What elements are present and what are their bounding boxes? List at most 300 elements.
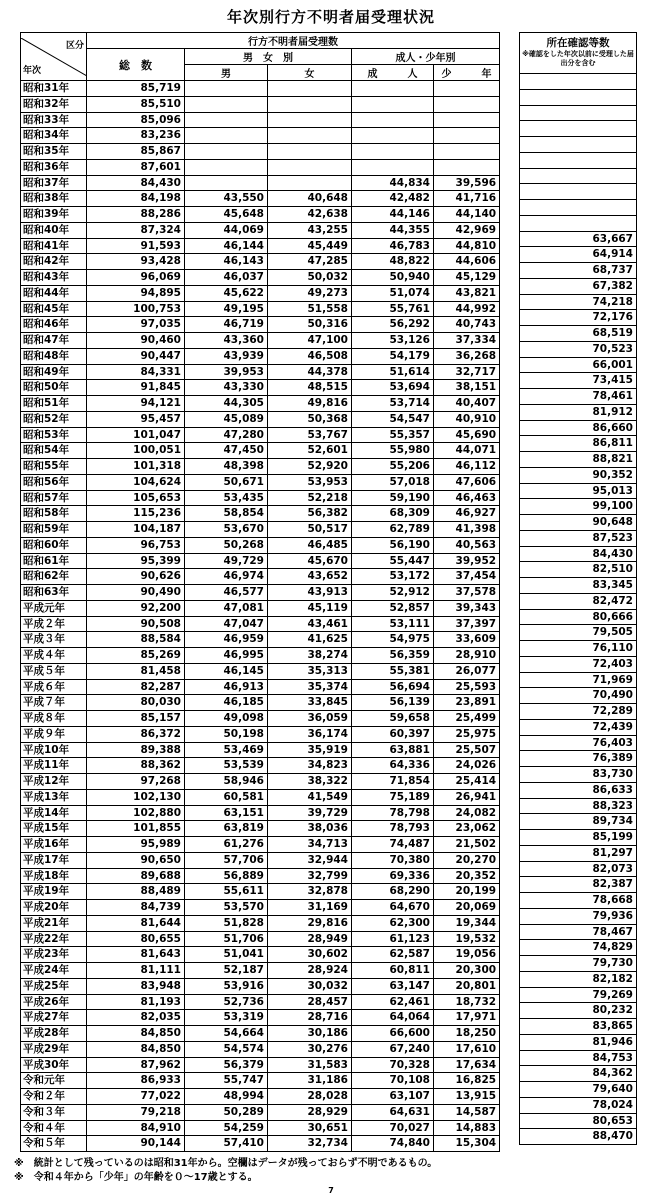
minor-cell: 25,975 — [434, 726, 500, 742]
adult-cell: 59,190 — [352, 490, 434, 506]
confirmed-cell: 67,382 — [520, 278, 637, 294]
table-row — [21, 159, 500, 175]
table-row — [520, 389, 637, 405]
male-cell: 55,611 — [185, 884, 268, 900]
kubun-label: 区分 — [65, 40, 84, 51]
adult-cell: 53,714 — [352, 396, 434, 412]
total-cell: 94,121 — [87, 396, 185, 412]
total-cell: 80,030 — [87, 695, 185, 711]
confirmed-cell: 86,660 — [520, 420, 637, 436]
total-cell: 105,653 — [87, 490, 185, 506]
female-cell — [268, 159, 352, 175]
female-cell: 43,255 — [268, 222, 352, 238]
year-cell: 昭和36年 — [21, 159, 87, 175]
agegroup-header: 成人・少年別 — [352, 49, 500, 65]
table-row — [21, 1026, 500, 1042]
adult-cell: 55,980 — [352, 443, 434, 459]
total-header: 総 数 — [87, 49, 185, 81]
female-cell: 29,816 — [268, 915, 352, 931]
total-cell: 115,236 — [87, 506, 185, 522]
confirmed-cell: 83,730 — [520, 767, 637, 783]
table-row — [520, 278, 637, 294]
confirmed-cell: 79,640 — [520, 1082, 637, 1098]
table-row — [520, 625, 637, 641]
confirmed-cell: 70,523 — [520, 341, 637, 357]
table-row — [520, 1019, 637, 1035]
table-row — [520, 704, 637, 720]
total-cell: 84,910 — [87, 1120, 185, 1136]
table-row — [21, 144, 500, 160]
adult-cell: 59,658 — [352, 711, 434, 727]
female-cell: 46,508 — [268, 348, 352, 364]
confirmed-cell: 81,946 — [520, 1034, 637, 1050]
confirmed-cell: 88,470 — [520, 1129, 637, 1145]
total-cell: 104,624 — [87, 474, 185, 490]
total-cell: 84,850 — [87, 1041, 185, 1057]
main-table-body — [21, 81, 500, 1152]
total-cell: 101,855 — [87, 821, 185, 837]
male-cell: 53,670 — [185, 522, 268, 538]
table-row — [520, 420, 637, 436]
total-cell: 82,035 — [87, 1010, 185, 1026]
year-cell: 昭和57年 — [21, 490, 87, 506]
confirmed-cell — [520, 89, 637, 105]
table-row — [21, 1010, 500, 1026]
year-cell: 昭和63年 — [21, 585, 87, 601]
adult-cell: 71,854 — [352, 774, 434, 790]
total-cell: 88,489 — [87, 884, 185, 900]
male-cell: 51,828 — [185, 915, 268, 931]
confirmed-note: ※確認をした年次以前に受理した届出分を含む — [522, 50, 634, 67]
female-cell: 38,036 — [268, 821, 352, 837]
year-cell: 令和２年 — [21, 1089, 87, 1105]
minor-cell: 41,398 — [434, 522, 500, 538]
male-cell: 43,939 — [185, 348, 268, 364]
year-cell: 平成８年 — [21, 711, 87, 727]
female-cell: 50,368 — [268, 411, 352, 427]
male-cell: 56,889 — [185, 868, 268, 884]
total-cell: 101,047 — [87, 427, 185, 443]
table-row — [21, 711, 500, 727]
adult-cell: 53,694 — [352, 380, 434, 396]
male-cell — [185, 96, 268, 112]
minor-cell: 36,268 — [434, 348, 500, 364]
male-cell: 46,719 — [185, 317, 268, 333]
total-cell: 85,096 — [87, 112, 185, 128]
table-row — [520, 1034, 637, 1050]
minor-cell: 42,969 — [434, 222, 500, 238]
table-row — [21, 380, 500, 396]
adult-cell: 52,857 — [352, 600, 434, 616]
year-cell: 昭和60年 — [21, 537, 87, 553]
table-row — [21, 663, 500, 679]
minor-cell: 20,300 — [434, 963, 500, 979]
confirmed-cell: 86,811 — [520, 436, 637, 452]
female-cell: 39,729 — [268, 805, 352, 821]
minor-cell: 40,563 — [434, 537, 500, 553]
adult-cell: 70,108 — [352, 1073, 434, 1089]
confirmed-header — [520, 33, 637, 74]
table-row — [21, 616, 500, 632]
minor-cell: 44,810 — [434, 238, 500, 254]
table-row — [520, 688, 637, 704]
year-cell: 昭和58年 — [21, 506, 87, 522]
table-row — [520, 767, 637, 783]
year-cell: 平成28年 — [21, 1026, 87, 1042]
adult-cell: 51,074 — [352, 285, 434, 301]
confirmed-cell — [520, 152, 637, 168]
minor-cell: 39,343 — [434, 600, 500, 616]
adult-cell: 68,309 — [352, 506, 434, 522]
confirmed-cell: 84,430 — [520, 546, 637, 562]
footnotes — [14, 1157, 437, 1185]
table-row — [520, 1050, 637, 1066]
total-cell: 100,753 — [87, 301, 185, 317]
confirmed-cell — [520, 137, 637, 153]
male-cell: 47,450 — [185, 443, 268, 459]
year-cell: 平成元年 — [21, 600, 87, 616]
male-cell: 58,946 — [185, 774, 268, 790]
year-cell: 平成４年 — [21, 648, 87, 664]
adult-cell: 55,206 — [352, 459, 434, 475]
total-cell: 81,644 — [87, 915, 185, 931]
confirmed-cell: 90,352 — [520, 467, 637, 483]
confirmed-cell: 82,510 — [520, 562, 637, 578]
table-row — [21, 789, 500, 805]
male-cell: 53,435 — [185, 490, 268, 506]
total-cell: 77,022 — [87, 1089, 185, 1105]
year-cell: 昭和32年 — [21, 96, 87, 112]
table-row — [520, 310, 637, 326]
table-row — [520, 483, 637, 499]
table-row — [21, 569, 500, 585]
female-cell: 43,461 — [268, 616, 352, 632]
year-cell: 令和４年 — [21, 1120, 87, 1136]
total-cell: 84,331 — [87, 364, 185, 380]
table-row — [520, 105, 637, 121]
female-cell: 33,845 — [268, 695, 352, 711]
table-row — [21, 537, 500, 553]
male-cell: 46,144 — [185, 238, 268, 254]
table-row — [21, 506, 500, 522]
year-cell: 昭和37年 — [21, 175, 87, 191]
male-cell: 48,994 — [185, 1089, 268, 1105]
total-cell: 84,430 — [87, 175, 185, 191]
table-row — [21, 742, 500, 758]
table-row — [520, 215, 637, 231]
table-row — [21, 868, 500, 884]
year-cell: 平成21年 — [21, 915, 87, 931]
table-row — [520, 971, 637, 987]
female-cell: 47,100 — [268, 333, 352, 349]
table-row — [21, 270, 500, 286]
table-row — [520, 830, 637, 846]
table-row — [520, 200, 637, 216]
male-cell: 54,259 — [185, 1120, 268, 1136]
table-row — [21, 175, 500, 191]
year-cell: 昭和55年 — [21, 459, 87, 475]
male-cell: 50,289 — [185, 1104, 268, 1120]
table-row — [520, 751, 637, 767]
female-cell: 32,878 — [268, 884, 352, 900]
total-cell: 85,719 — [87, 81, 185, 97]
table-row — [520, 956, 637, 972]
table-row — [21, 978, 500, 994]
adult-cell: 53,111 — [352, 616, 434, 632]
confirmed-cell: 82,387 — [520, 877, 637, 893]
table-row — [21, 112, 500, 128]
table-row — [21, 522, 500, 538]
female-cell: 43,913 — [268, 585, 352, 601]
table-row — [21, 396, 500, 412]
table-row — [21, 191, 500, 207]
adult-cell: 56,359 — [352, 648, 434, 664]
year-cell: 平成30年 — [21, 1057, 87, 1073]
table-row — [520, 546, 637, 562]
total-cell: 81,111 — [87, 963, 185, 979]
female-cell: 31,169 — [268, 900, 352, 916]
male-cell: 44,069 — [185, 222, 268, 238]
female-cell: 30,276 — [268, 1041, 352, 1057]
adult-cell: 48,822 — [352, 254, 434, 270]
table-row — [520, 1097, 637, 1113]
table-row — [21, 222, 500, 238]
page-title: 年次別行方不明者届受理状況 — [226, 8, 435, 26]
footnote: ※ 統計として残っているのは昭和31年から。空欄はデータが残っておらず不明であるもの。 — [14, 1158, 438, 1169]
male-cell: 56,379 — [185, 1057, 268, 1073]
table-row — [520, 845, 637, 861]
total-cell: 92,200 — [87, 600, 185, 616]
female-cell: 36,059 — [268, 711, 352, 727]
male-cell: 53,916 — [185, 978, 268, 994]
table-row — [21, 411, 500, 427]
female-cell: 50,517 — [268, 522, 352, 538]
table-row — [21, 474, 500, 490]
minor-cell: 23,891 — [434, 695, 500, 711]
female-cell: 51,558 — [268, 301, 352, 317]
footnote: ※ 令和４年から「少年」の年齢を０～17歳とする。 — [14, 1172, 258, 1183]
table-row — [520, 530, 637, 546]
female-cell — [268, 81, 352, 97]
minor-cell: 37,334 — [434, 333, 500, 349]
minor-cell: 45,690 — [434, 427, 500, 443]
table-row — [520, 357, 637, 373]
table-row — [520, 294, 637, 310]
table-row — [21, 254, 500, 270]
year-cell: 平成25年 — [21, 978, 87, 994]
minor-cell: 20,069 — [434, 900, 500, 916]
minor-cell: 39,596 — [434, 175, 500, 191]
female-cell: 35,919 — [268, 742, 352, 758]
table-row — [520, 436, 637, 452]
female-cell: 46,485 — [268, 537, 352, 553]
table-row — [520, 499, 637, 515]
female-cell: 43,652 — [268, 569, 352, 585]
confirmed-cell: 81,297 — [520, 845, 637, 861]
female-header: 女 — [268, 65, 352, 81]
table-row — [520, 672, 637, 688]
year-cell: 昭和34年 — [21, 128, 87, 144]
confirmed-cell: 78,668 — [520, 893, 637, 909]
table-row — [21, 884, 500, 900]
male-cell — [185, 175, 268, 191]
table-row — [21, 1073, 500, 1089]
male-cell: 49,729 — [185, 553, 268, 569]
adult-cell: 63,881 — [352, 742, 434, 758]
confirmed-cell: 83,865 — [520, 1019, 637, 1035]
female-cell: 32,944 — [268, 852, 352, 868]
minor-cell: 25,507 — [434, 742, 500, 758]
total-cell: 86,933 — [87, 1073, 185, 1089]
male-cell: 63,151 — [185, 805, 268, 821]
total-cell: 87,324 — [87, 222, 185, 238]
total-cell: 97,268 — [87, 774, 185, 790]
year-cell: 平成29年 — [21, 1041, 87, 1057]
adult-cell: 55,381 — [352, 663, 434, 679]
female-cell: 41,549 — [268, 789, 352, 805]
total-cell: 90,626 — [87, 569, 185, 585]
adult-cell: 54,975 — [352, 632, 434, 648]
adult-cell: 46,783 — [352, 238, 434, 254]
table-row — [21, 443, 500, 459]
confirmed-cell: 70,490 — [520, 688, 637, 704]
year-cell: 平成12年 — [21, 774, 87, 790]
year-cell: 昭和43年 — [21, 270, 87, 286]
male-cell — [185, 159, 268, 175]
male-cell: 43,360 — [185, 333, 268, 349]
female-cell — [268, 128, 352, 144]
confirmed-cell — [520, 105, 637, 121]
total-cell: 86,372 — [87, 726, 185, 742]
minor-cell: 20,352 — [434, 868, 500, 884]
male-cell — [185, 112, 268, 128]
adult-cell: 78,793 — [352, 821, 434, 837]
table-row — [21, 1136, 500, 1152]
male-cell: 46,577 — [185, 585, 268, 601]
minor-cell: 44,071 — [434, 443, 500, 459]
male-cell — [185, 128, 268, 144]
female-cell: 45,449 — [268, 238, 352, 254]
minor-cell: 20,270 — [434, 852, 500, 868]
year-cell: 令和３年 — [21, 1104, 87, 1120]
group-header: 行方不明者届受理数 — [87, 33, 500, 49]
female-cell: 36,174 — [268, 726, 352, 742]
female-cell: 41,625 — [268, 632, 352, 648]
minor-cell: 47,606 — [434, 474, 500, 490]
adult-cell: 70,027 — [352, 1120, 434, 1136]
female-cell: 47,285 — [268, 254, 352, 270]
male-cell: 47,081 — [185, 600, 268, 616]
table-row — [520, 168, 637, 184]
female-cell — [268, 96, 352, 112]
male-cell: 46,145 — [185, 663, 268, 679]
male-cell — [185, 144, 268, 160]
minor-cell: 26,077 — [434, 663, 500, 679]
table-row — [520, 152, 637, 168]
confirmed-cell: 79,936 — [520, 908, 637, 924]
confirmed-cell: 81,912 — [520, 404, 637, 420]
total-cell: 85,157 — [87, 711, 185, 727]
total-cell: 90,490 — [87, 585, 185, 601]
minor-cell: 25,499 — [434, 711, 500, 727]
table-row — [21, 585, 500, 601]
female-cell: 31,583 — [268, 1057, 352, 1073]
confirmed-cell: 80,232 — [520, 1003, 637, 1019]
male-cell: 63,819 — [185, 821, 268, 837]
adult-cell — [352, 144, 434, 160]
total-cell: 85,269 — [87, 648, 185, 664]
table-row — [520, 814, 637, 830]
adult-cell: 78,798 — [352, 805, 434, 821]
minor-cell: 18,250 — [434, 1026, 500, 1042]
table-row — [21, 364, 500, 380]
table-row — [21, 994, 500, 1010]
adult-cell — [352, 128, 434, 144]
year-cell: 平成７年 — [21, 695, 87, 711]
adult-cell: 74,487 — [352, 837, 434, 853]
total-cell: 84,198 — [87, 191, 185, 207]
female-cell: 34,713 — [268, 837, 352, 853]
minor-cell: 37,454 — [434, 569, 500, 585]
table-row — [21, 553, 500, 569]
year-cell: 昭和62年 — [21, 569, 87, 585]
total-cell: 85,867 — [87, 144, 185, 160]
confirmed-cell: 76,110 — [520, 641, 637, 657]
male-cell: 53,539 — [185, 758, 268, 774]
female-cell: 28,949 — [268, 931, 352, 947]
male-cell: 46,974 — [185, 569, 268, 585]
year-cell: 昭和41年 — [21, 238, 87, 254]
confirmed-cell: 90,648 — [520, 515, 637, 531]
male-cell: 53,319 — [185, 1010, 268, 1026]
year-cell: 平成２年 — [21, 616, 87, 632]
table-row — [21, 285, 500, 301]
table-row — [520, 656, 637, 672]
total-cell: 101,318 — [87, 459, 185, 475]
minor-cell: 14,883 — [434, 1120, 500, 1136]
table-row — [21, 821, 500, 837]
female-cell: 49,273 — [268, 285, 352, 301]
minor-cell: 24,026 — [434, 758, 500, 774]
table-row — [520, 263, 637, 279]
total-cell: 80,655 — [87, 931, 185, 947]
male-cell: 60,581 — [185, 789, 268, 805]
adult-cell: 55,357 — [352, 427, 434, 443]
male-cell: 52,187 — [185, 963, 268, 979]
year-cell: 昭和38年 — [21, 191, 87, 207]
female-cell: 44,378 — [268, 364, 352, 380]
confirmed-cell: 95,013 — [520, 483, 637, 499]
table-row — [21, 900, 500, 916]
male-cell: 58,854 — [185, 506, 268, 522]
year-cell: 平成19年 — [21, 884, 87, 900]
confirmed-cell: 79,505 — [520, 625, 637, 641]
female-cell: 48,515 — [268, 380, 352, 396]
year-cell: 昭和47年 — [21, 333, 87, 349]
minor-cell: 16,825 — [434, 1073, 500, 1089]
male-cell: 50,268 — [185, 537, 268, 553]
total-cell: 87,962 — [87, 1057, 185, 1073]
male-cell: 46,913 — [185, 679, 268, 695]
female-cell: 30,186 — [268, 1026, 352, 1042]
confirmed-cell: 79,269 — [520, 987, 637, 1003]
male-cell: 45,648 — [185, 207, 268, 223]
minor-cell: 45,129 — [434, 270, 500, 286]
male-cell: 46,143 — [185, 254, 268, 270]
minor-cell: 25,414 — [434, 774, 500, 790]
minor-cell: 46,112 — [434, 459, 500, 475]
year-cell: 平成５年 — [21, 663, 87, 679]
